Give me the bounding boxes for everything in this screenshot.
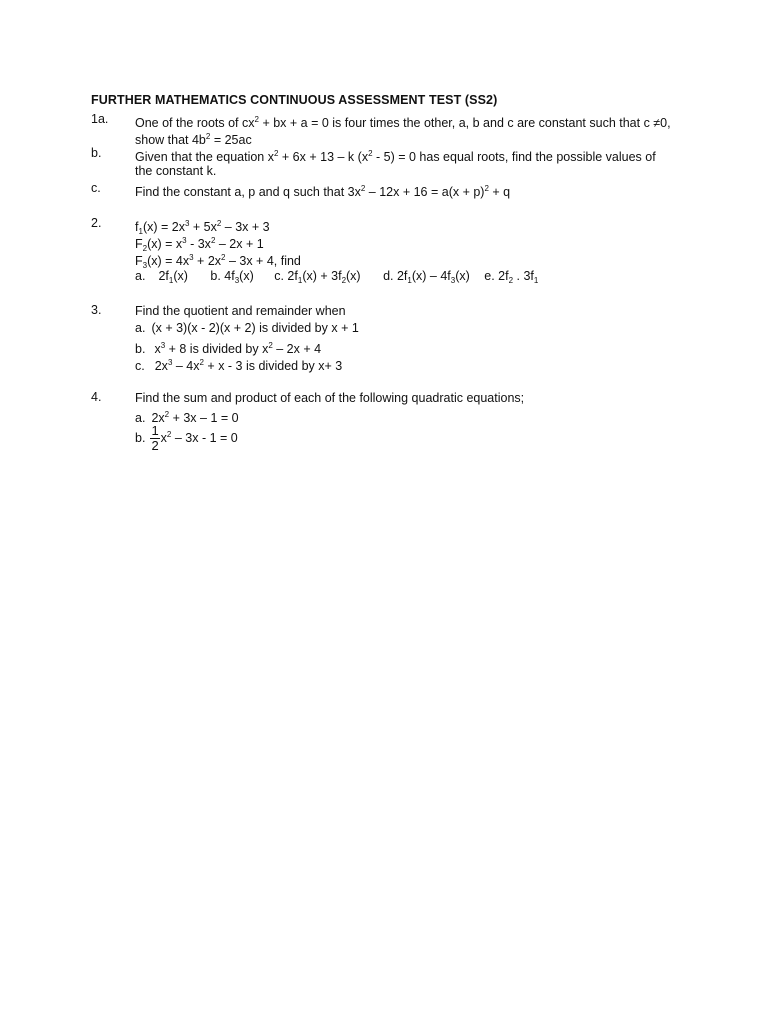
- question-1a-line-1: One of the roots of $cx^2$ + bx + a = 0 is four times the other, a, b and c are constant such that c ≠0,: [135, 115, 671, 130]
- question-1b-line-1: Given that the equation $x^2 + 6x + 13 - k$ $(x^2 - 5) = 0$ has equal roots, find the possible values of: [135, 149, 656, 164]
- function-f2: $F_2(x) = x^3 - 3x^2 - 2x + 1$: [135, 236, 264, 253]
- question-number: 1a.: [91, 112, 109, 126]
- option-b: b. $4f_3(x)$: [210, 269, 254, 285]
- question-2-options: [135, 268, 538, 289]
- question-1b-line-2: the constant k.: [135, 164, 217, 178]
- question-3a: a. (x + 3)(x - 2)(x + 2) is divided by x + 1: [135, 321, 359, 335]
- page-title: FURTHER MATHEMATICS CONTINUOUS ASSESSMENT TEST (SS2): [91, 93, 498, 107]
- option-d: d. $2f_1(x) - 4f_3(x)$: [383, 269, 470, 285]
- question-number: 4.: [91, 390, 102, 404]
- question-3c: c. $2x^3 - 4x^2 + x - 3$ is divided by x+ 3: [135, 358, 343, 373]
- function-f1: $f_1(x) = 2x^3 + 5x^2 - 3x + 3$: [135, 219, 270, 236]
- question-3-intro: Find the quotient and remainder when: [135, 304, 346, 318]
- option-a: a. $2f_1(x)$: [135, 269, 188, 285]
- question-4-intro: Find the sum and product of each of the following quadratic equations;: [135, 391, 525, 405]
- question-number: 2.: [91, 216, 102, 230]
- question-1c-line-1: Find the constant a, p and q such that $3x^2 - 12x + 16 = a(x + p)^2 + q$: [135, 184, 511, 199]
- question-3b: b. $x^3 + 8$ is divided by $x^2 - 2x + 4$: [135, 341, 322, 356]
- question-number: c.: [91, 181, 101, 195]
- question-4a: a. $2x^2 + 3x - 1 = 0$: [135, 410, 239, 425]
- option-c: c. $2f_1(x) + 3f_2(x)$: [274, 269, 361, 285]
- question-1a-line-2: show that $4b^2 = 25ac$: [135, 132, 252, 147]
- fraction-one-half: $\frac{1}{2}$: [151, 423, 159, 453]
- function-f3: $F_3(x) = 4x^3 + 2x^2 - 3x + 4$, find: [135, 253, 301, 270]
- option-e: e. $2f_2$ . $3f_1$: [484, 269, 539, 285]
- question-number: 3.: [91, 303, 102, 317]
- question-number: b.: [91, 146, 102, 160]
- question-4b: b. $\frac{1}{2}$ $x^2 - 3x - 1 = 0$: [135, 423, 238, 453]
